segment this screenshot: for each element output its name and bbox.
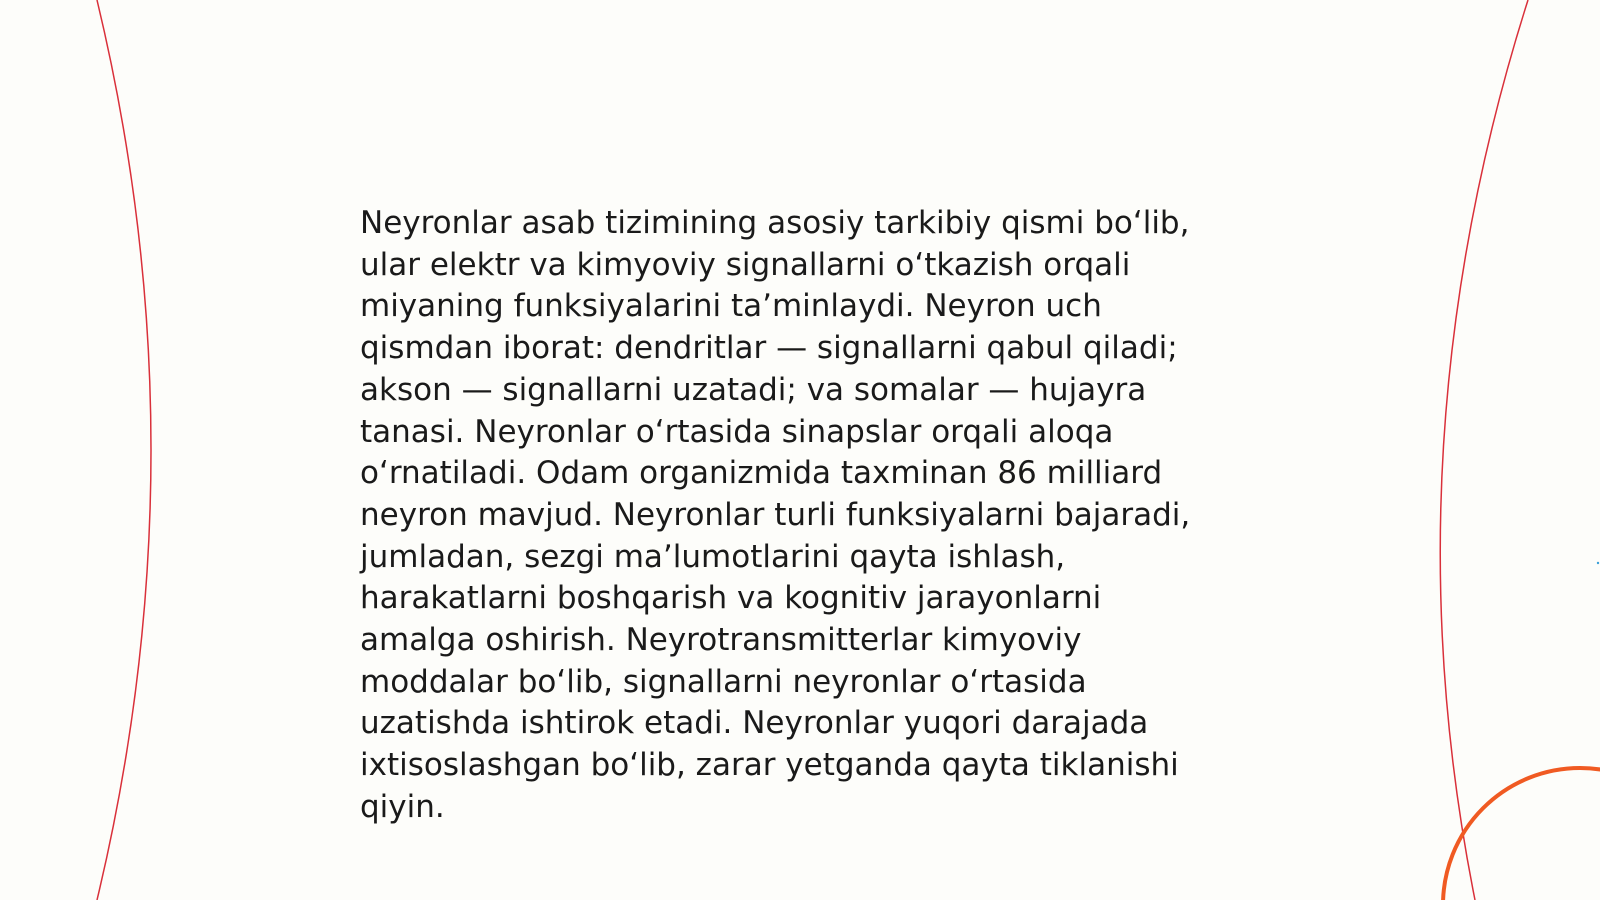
body-paragraph: Neyronlar asab tizimining asosiy tarkibiy qismi bo‘lib, ular elektr va kimyoviy signallarni o‘tkazish orqali miyaning funksiyalarini ta’minlaydi. Neyron uch qismdan iborat: dendritlar — signallarni qabul qiladi; akson — signallarni uzatadi; va somalar — hujayra tanasi. Neyronlar o‘rtasida sinapslar orqali aloqa o‘rnatiladi. Odam organizmida taxminan 86 milliard neyron mavjud. Neyronlar turli funksiyalarni bajaradi, jumladan, sezgi ma’lumotlarini qayta ishlash, harakatlarni boshqarish va kognitiv jarayonlarni amalga oshirish. Neyrotransmitterlar kimyoviy moddalar bo‘lib, signallarni neyronlar o‘rtasida uzatishda ishtirok etadi. Neyronlar yuqori darajada ixtisoslashgan bo‘lib, zarar yetganda qayta tiklanishi qiyin. [360,205,1191,825]
right-red-curve [1440,0,1528,900]
orange-circle-outline [1443,768,1600,900]
left-red-curve [97,0,151,900]
small-blue-dot [1597,562,1599,564]
